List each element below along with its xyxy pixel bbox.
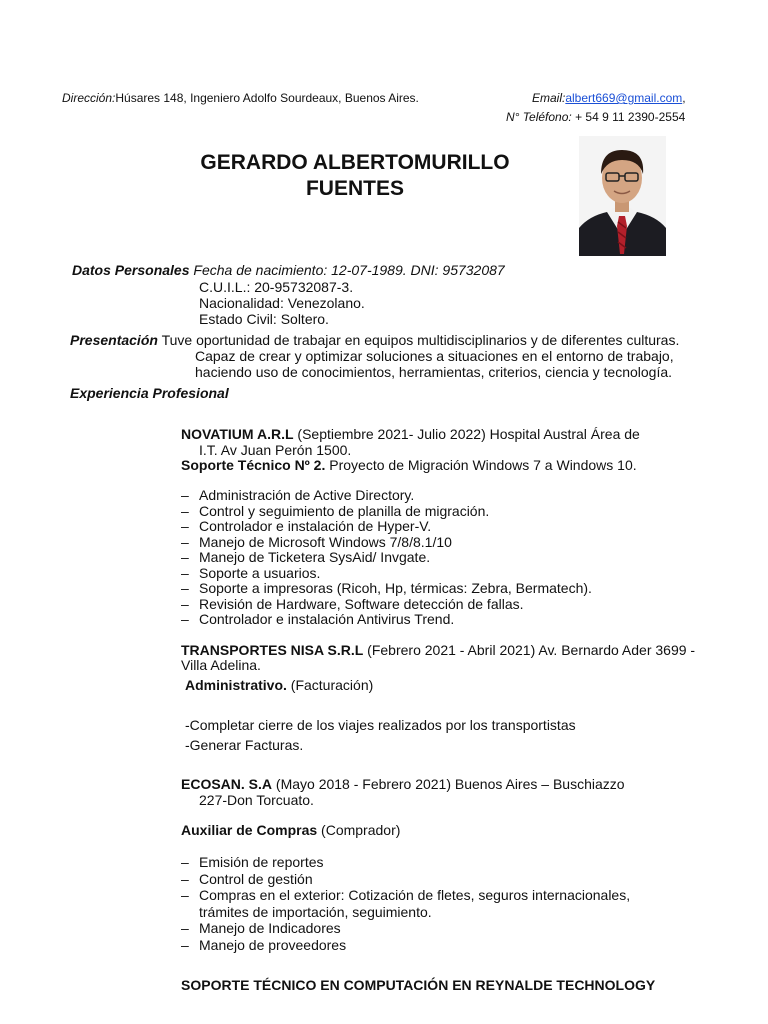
ecosan-address: 227-Don Torcuato. bbox=[199, 792, 314, 808]
presentation-label: Presentación bbox=[70, 332, 158, 348]
cuil: C.U.I.L.: 20-95732087-3. bbox=[199, 279, 354, 295]
phone-label: N° Teléfono: bbox=[506, 110, 572, 124]
novatium-header bbox=[181, 426, 640, 442]
list-item: – Emisión de reportes bbox=[181, 854, 324, 870]
novatium-task-list bbox=[181, 488, 592, 628]
name-line-1: GERARDO ALBERTOMURILLO bbox=[200, 151, 510, 174]
list-item: – Compras en el exterior: Cotización de fletes, seguros internacionales, bbox=[181, 887, 631, 903]
nisa-header bbox=[181, 642, 695, 658]
list-item: – Manejo de proveedores bbox=[181, 936, 347, 953]
civil-status: Estado Civil: Soltero. bbox=[199, 311, 329, 327]
nisa-role-row bbox=[185, 677, 373, 693]
list-item: – Manejo de Ticketera SysAid/ Invgate. bbox=[181, 549, 431, 565]
email-line bbox=[532, 91, 686, 105]
address-label: Dirección: bbox=[62, 91, 116, 105]
personal-data-row bbox=[72, 262, 505, 278]
nationality: Nacionalidad: Venezolano. bbox=[199, 295, 365, 311]
email-link[interactable]: albert669@gmail.com bbox=[565, 91, 683, 105]
list-item-continuation: trámites de importación, seguimiento. bbox=[199, 903, 432, 920]
name-line-2: FUENTES bbox=[305, 177, 404, 200]
novatium-details: (Septiembre 2021- Julio 2022) Hospital Austral Área de bbox=[293, 426, 640, 442]
portrait-image bbox=[579, 136, 666, 256]
list-item: – Manejo de Microsoft Windows 7/8/8.1/10 bbox=[181, 533, 452, 550]
candidate-name bbox=[150, 150, 560, 202]
novatium-role-detail: Proyecto de Migración Windows 7 a Windows 10. bbox=[325, 457, 637, 473]
list-item: – Controlador e instalación Antivirus Trend. bbox=[181, 611, 455, 627]
ecosan-header bbox=[181, 776, 625, 792]
ecosan-details: (Mayo 2018 - Febrero 2021) Buenos Aires – Buschiazzo bbox=[272, 776, 625, 792]
novatium-role: Soporte Técnico Nº 2. bbox=[181, 457, 326, 473]
birth-dni: Fecha de nacimiento: 12-07-1989. DNI: 95732087 bbox=[193, 262, 505, 278]
nisa-task-2: -Generar Facturas. bbox=[185, 737, 304, 753]
nisa-address: Villa Adelina. bbox=[181, 657, 261, 673]
ecosan-role-row bbox=[181, 822, 400, 838]
novatium-role-row bbox=[181, 457, 637, 473]
presentation-line-2: Capaz de crear y optimizar soluciones a situaciones en el entorno de trabajo, bbox=[195, 348, 674, 364]
list-item: – Controlador e instalación de Hyper-V. bbox=[181, 518, 432, 534]
profile-photo bbox=[579, 136, 666, 256]
list-item: – Revisión de Hardware, Software detección de fallas. bbox=[181, 595, 524, 612]
phone-value: + 54 9 11 2390-2554 bbox=[575, 110, 686, 124]
address-line bbox=[62, 91, 419, 105]
nisa-role: Administrativo. bbox=[185, 677, 287, 693]
nisa-role-detail: (Facturación) bbox=[286, 677, 374, 693]
ecosan-company: ECOSAN. S.A bbox=[181, 776, 273, 792]
reynalde-heading: SOPORTE TÉCNICO EN COMPUTACIÓN EN REYNALDE TECHNOLOGY bbox=[181, 977, 656, 993]
list-item: – Control de gestión bbox=[181, 870, 313, 887]
ecosan-task-list bbox=[181, 854, 630, 953]
address-value: Húsares 148, Ingeniero Adolfo Sourdeaux, Buenos Aires. bbox=[115, 91, 419, 105]
presentation-row bbox=[70, 332, 679, 348]
phone-line bbox=[506, 110, 685, 124]
list-item: – Soporte a impresoras (Ricoh, Hp, térmicas: Zebra, Bermatech). bbox=[181, 580, 592, 596]
ecosan-role-detail: (Comprador) bbox=[317, 822, 401, 838]
list-item: – Manejo de Indicadores bbox=[181, 920, 341, 936]
experience-heading: Experiencia Profesional bbox=[70, 385, 229, 401]
presentation-line-3: haciendo uso de conocimientos, herramientas, criterios, ciencia y tecnología. bbox=[195, 364, 673, 380]
personal-data-label: Datos Personales bbox=[72, 262, 190, 278]
nisa-company: TRANSPORTES NISA S.R.L bbox=[181, 642, 364, 658]
email-label: Email: bbox=[532, 91, 566, 105]
list-item: – Soporte a usuarios. bbox=[181, 564, 321, 581]
nisa-details: (Febrero 2021 - Abril 2021) Av. Bernardo Ader 3699 - bbox=[363, 642, 696, 658]
novatium-address: I.T. Av Juan Perón 1500. bbox=[199, 442, 352, 458]
novatium-company: NOVATIUM A.R.L bbox=[181, 426, 294, 442]
list-item: – Control y seguimiento de planilla de migración. bbox=[181, 502, 490, 519]
nisa-task-1: -Completar cierre de los viajes realizados por los transportistas bbox=[185, 717, 576, 733]
email-suffix: , bbox=[682, 91, 686, 105]
presentation-line-1: Tuve oportunidad de trabajar en equipos multidisciplinarios y de diferentes culturas. bbox=[161, 332, 680, 348]
ecosan-role: Auxiliar de Compras bbox=[181, 822, 318, 838]
list-item: – Administración de Active Directory. bbox=[181, 487, 415, 503]
